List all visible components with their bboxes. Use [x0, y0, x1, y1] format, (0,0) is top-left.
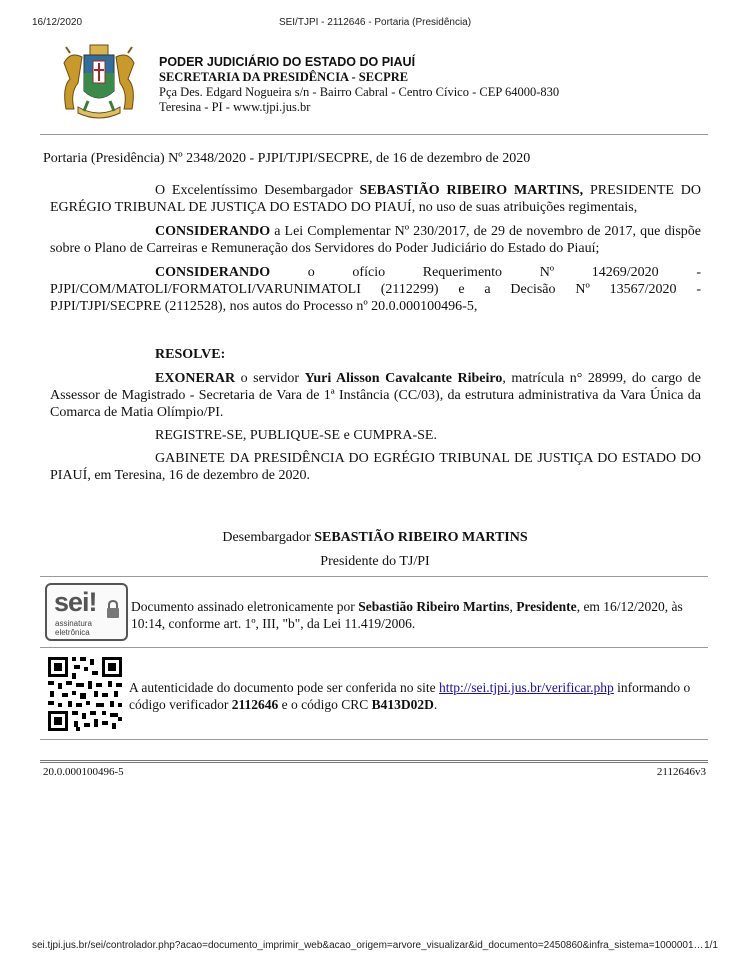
p2-keyword: CONSIDERANDO — [155, 224, 271, 239]
verification-info — [129, 679, 699, 713]
verification-link[interactable]: http://sei.tjpi.jus.br/verificar.php — [439, 680, 614, 695]
print-footer — [0, 940, 750, 954]
p3-line3: PJPI/TJPI/SECPRE (2112528), nos autos do Processo nº 20.0.000100496-5, — [50, 299, 478, 314]
sei-seal-caption — [55, 619, 92, 637]
crc-code: B413D02D — [371, 697, 434, 712]
signed-text-e: , em 16/12/2020, às 10:14, conforme art. 1º, III, "b", da Lei 11.419/2006. — [131, 599, 683, 631]
letterhead-address: Pça Des. Edgard Nogueira s/n - Bairro Cabral - Centro Cívico - CEP 64000-830 — [159, 85, 560, 99]
meta-double-divider — [40, 760, 708, 763]
p1-text-a: O Excelentíssimo Desembargador — [155, 183, 360, 198]
document-version: 2112646v3 — [656, 766, 706, 778]
sei-signature-seal — [45, 583, 128, 641]
paragraph-considerando-1 — [50, 223, 701, 257]
print-date: 16/12/2020 — [32, 17, 83, 28]
sei-seal-caption-1: assinatura — [55, 619, 92, 628]
paragraph-exonerar — [50, 370, 701, 421]
verify-text-c: e o código CRC — [278, 697, 372, 712]
p1-judge-name: SEBASTIÃO RIBEIRO MARTINS, — [359, 183, 584, 198]
signer-name: Sebastião Ribeiro Martins — [358, 599, 510, 614]
resolve-text: RESOLVE: — [155, 347, 226, 362]
print-url: sei.tjpi.jus.br/sei/controlador.php?acao=documento_imprimir_web&acao_origem=arvore_visualizar&id_documento=2450860&infra_sistema=1000001… — [32, 940, 704, 951]
letterhead-city-site: Teresina - PI - www.tjpi.jus.br — [159, 100, 311, 114]
signer-role: Presidente — [516, 599, 577, 614]
p4-text-b: o servidor — [235, 371, 305, 386]
signature-bottom-divider — [40, 739, 708, 740]
lock-icon — [105, 599, 121, 619]
header-divider — [40, 134, 708, 135]
sei-logo-word: sei! — [54, 587, 97, 617]
paragraph-gabinete: GABINETE DA PRESIDÊNCIA DO EGRÉGIO TRIBUNAL DE JUSTIÇA DO ESTADO DO PIAUÍ, em Teresina, 16 de dezembro de 2020. — [50, 451, 701, 483]
signature-name: SEBASTIÃO RIBEIRO MARTINS — [314, 530, 528, 545]
p4-employee-name: Yuri Alisson Cavalcante Ribeiro — [304, 371, 503, 386]
signed-text-c: , — [509, 599, 517, 614]
signature-name-line — [0, 530, 750, 546]
verify-text-b: informando o código verificador — [129, 680, 691, 712]
sei-seal-caption-2: eletrônica — [55, 628, 90, 637]
letterhead — [159, 55, 559, 115]
paragraph-opening — [50, 182, 701, 216]
verifier-code: 2112646 — [231, 697, 279, 712]
document-title: Portaria (Presidência) Nº 2348/2020 - PJPI/TJPI/SECPRE, de 16 de dezembro de 2020 — [43, 151, 531, 166]
signature-mid-divider — [40, 647, 708, 648]
letterhead-secretariat: SECRETARIA DA PRESIDÊNCIA - SECPRE — [159, 70, 409, 84]
p4-text-d: , matrícula n° 28999, do cargo de Assessor de Magistrado - Secretaria de Vara de 1ª Instância (CC/03), da estrutura administrativa da Vara Única da Comarca de Matia Olímpio/PI. — [50, 371, 701, 420]
p3-line1 — [50, 264, 701, 281]
coat-of-arms-logo — [60, 43, 138, 123]
signed-text-a: Documento assinado eletronicamente por — [131, 599, 359, 614]
p1-text-c: PRESIDENTE DO EGRÉGIO TRIBUNAL DE JUSTIÇA DO ESTADO DO PIAUÍ, no uso de suas atribuições regimentais, — [50, 183, 701, 215]
print-page-title: SEI/TJPI - 2112646 - Portaria (Presidência) — [278, 17, 472, 28]
qr-code-icon — [46, 655, 124, 733]
print-header — [0, 17, 750, 31]
verify-text-d: . — [433, 697, 438, 712]
letterhead-court: PODER JUDICIÁRIO DO ESTADO DO PIAUÍ — [159, 55, 416, 69]
signed-info — [131, 598, 701, 632]
verify-text-a: A autenticidade do documento pode ser conferida no site — [129, 680, 440, 695]
p4-keyword: EXONERAR — [155, 371, 236, 386]
p3-line1-rest: o ofício Requerimento Nº 14269/2020 - — [270, 265, 701, 280]
paragraph-considerando-2 — [50, 264, 701, 315]
p3-keyword: CONSIDERANDO — [155, 265, 271, 280]
p2-text: a Lei Complementar Nº 230/2017, de 29 de novembro de 2017, que dispõe sobre o Plano de Carreiras e Remuneração dos Servidores do Poder Judiciário do Estado do Piauí; — [50, 224, 701, 256]
paragraph-registre: REGISTRE-SE, PUBLIQUE-SE e CUMPRA-SE. — [155, 428, 437, 443]
print-page-count: 1/1 — [704, 940, 718, 951]
process-number: 20.0.000100496-5 — [43, 766, 124, 778]
signature-prefix: Desembargador — [222, 530, 315, 545]
resolve-heading — [50, 346, 701, 363]
p3-line2: PJPI/COM/MATOLI/FORMATOLI/VARUNIMATOLI (2112299) e a Decisão Nº 13567/2020 - — [50, 282, 701, 297]
signature-role: Presidente do TJ/PI — [320, 554, 430, 569]
signature-top-divider — [40, 576, 708, 577]
